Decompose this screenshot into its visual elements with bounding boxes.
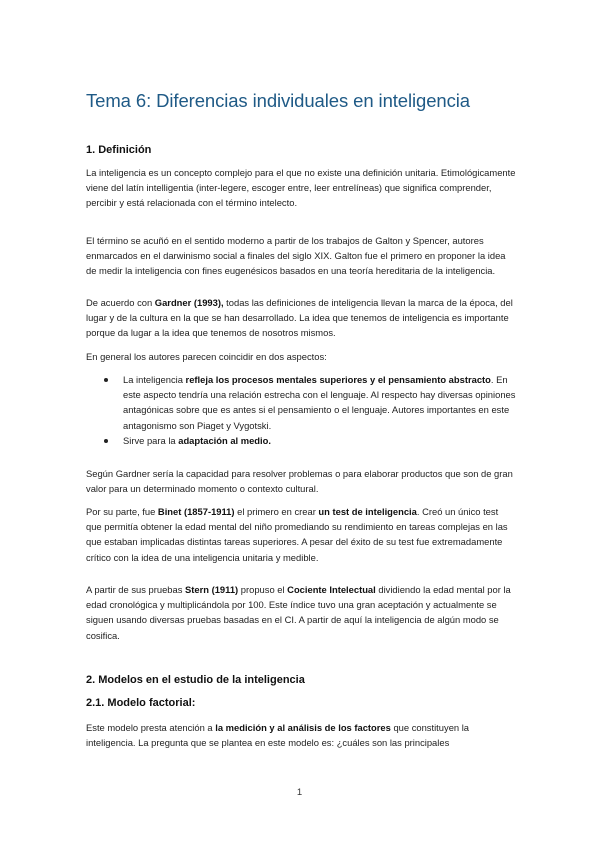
bullet-icon [104,439,108,443]
paragraph-3: De acuerdo con Gardner (1993), todas las definiciones de inteligencia llevan la marca de la época, del lugar y de la cultura en la que se han desarrollado. La idea que tenemos de inteligencia es importante porque da lugar a la idea que tenemos de nosotros mismos. [86,297,513,339]
paragraph-7: A partir de sus pruebas Stern (1911) propuso el Cociente Intelectual dividiendo la edad mental por la edad cronológica y multiplicándola por 100. Este índice tuvo una gran aceptación y actualmente se siguen usando diversas pruebas basadas en el CI. A partir de aquí la inteligencia de algún modo se cosifica. [86,584,511,641]
paragraph-1: La inteligencia es un concepto complejo para el que no existe una definición unitaria. Etimológicamente viene del latín intelligentia (inter-legere, escoger entre, leer entrelíneas) que significa comprender, percibir y está relacionada con el término intelecto. [86,167,516,209]
list-item: La inteligencia refleja los procesos mentales superiores y el pensamiento abstracto. En este aspecto tendría una relación estrecha con el lenguaje. Al respecto hay diversas opiniones antagónicas sobre que es antes si el pensamiento o el lenguaje. Autores importantes en este antagonismo son Piaget y Vygotski. [86,372,516,433]
page-number: 1 [296,787,303,798]
list-item: Sirve para la adaptación al medio. [86,433,516,448]
paragraph-6: Por su parte, fue Binet (1857-1911) el primero en crear un test de inteligencia. Creó un único test que permitía obtener la edad mental del niño promediando su rendimiento en tareas complejas en las que estaban implicadas distintas tareas superiores. A pesar del éxito de su test fue extremadamente crítico con la idea de una inteligencia unitaria y medible. [86,506,508,563]
subsection-heading-modelo-factorial: 2.1. Modelo factorial: [86,697,196,709]
paragraph-8: Este modelo presta atención a la medición y al análisis de los factores que constituyen la inteligencia. La pregunta que se plantea en este modelo es: ¿cuáles son las principales [86,722,470,749]
document-title: Tema 6: Diferencias individuales en inteligencia [86,90,470,111]
paragraph-5: Según Gardner sería la capacidad para resolver problemas o para elaborar productos que son de gran valor para un determinado momento o contexto cultural. [86,468,513,495]
section-heading-definicion: 1. Definición [86,144,152,156]
paragraph-4: En general los autores parecen coincidir en dos aspectos: [86,351,327,362]
section-heading-modelos: 2. Modelos en el estudio de la inteligencia [86,674,305,686]
paragraph-2: El término se acuñó en el sentido moderno a partir de los trabajos de Galton y Spencer, autores enmarcados en el darwinismo social a finales del siglo XIX. Galton fue el primero en proponer la idea de medir la inteligencia con fines eugenésicos basados en una teoría hereditaria de la inteligencia. [86,235,506,277]
aspects-list [86,372,516,448]
bullet-icon [104,378,108,382]
